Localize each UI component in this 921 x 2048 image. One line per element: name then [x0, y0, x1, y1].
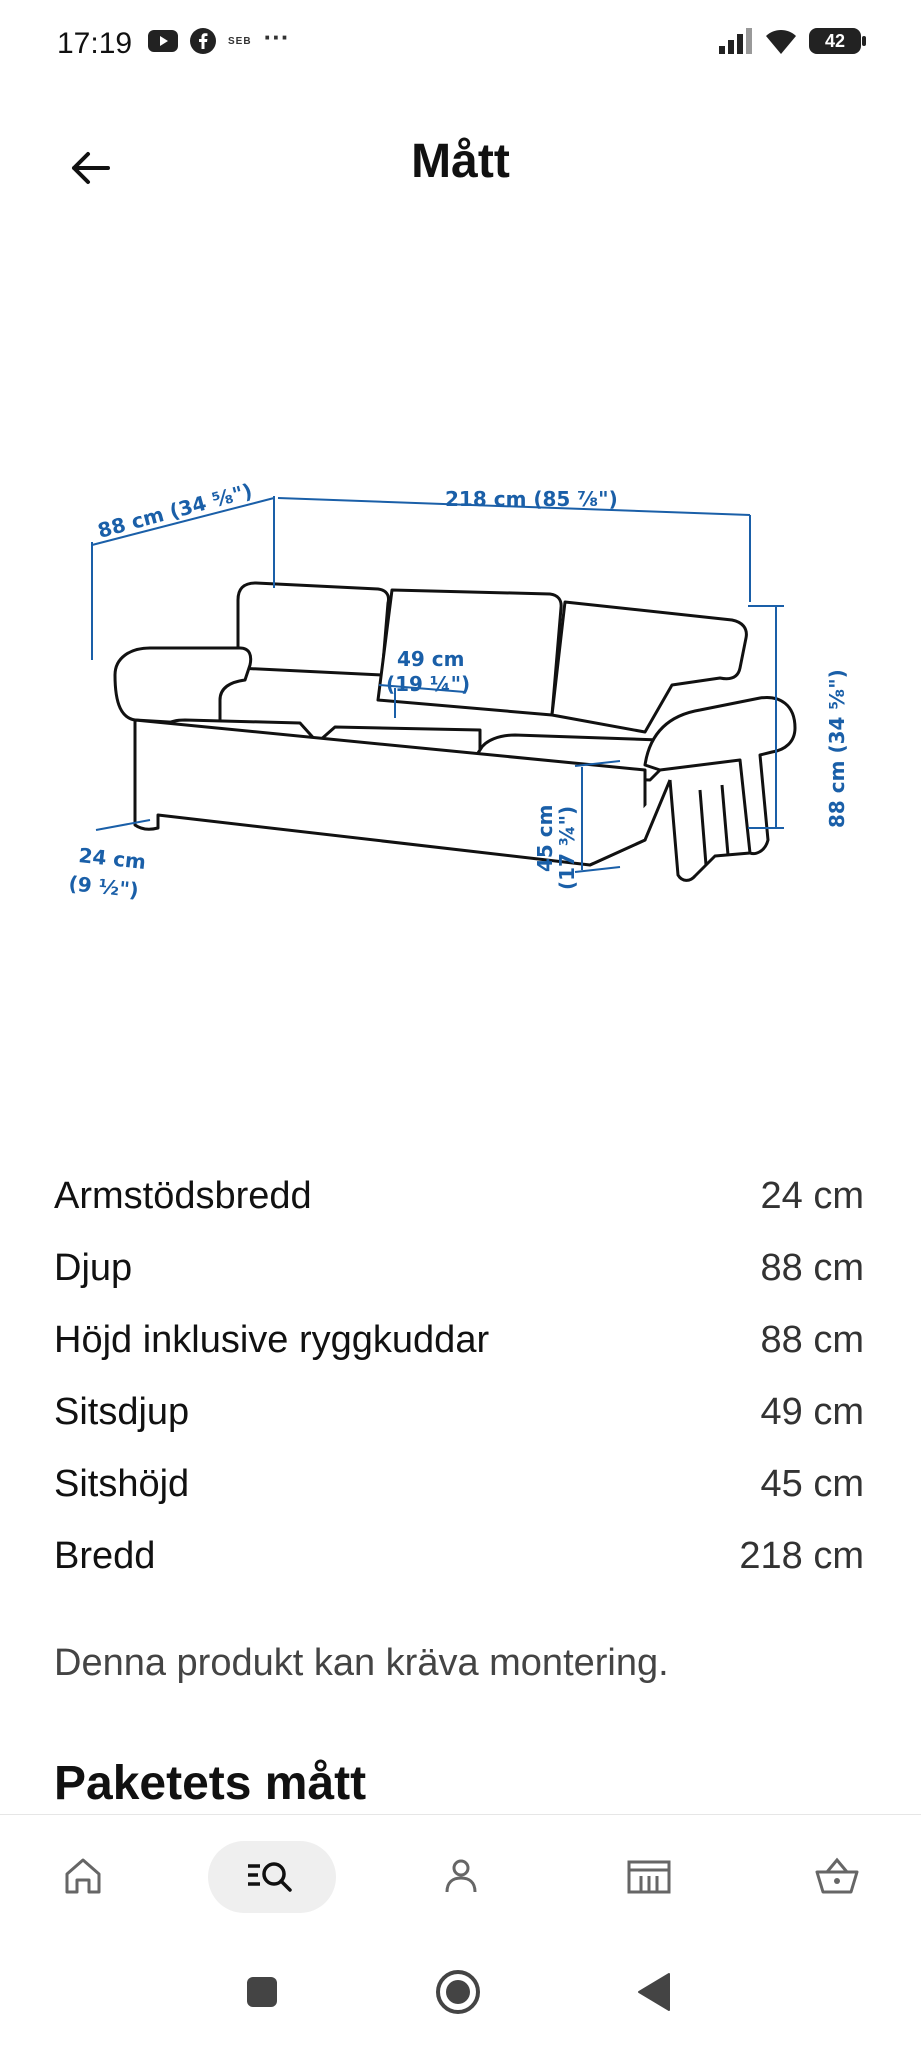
- dimension-row: [54, 1448, 864, 1520]
- dimension-label: Djup: [54, 1246, 133, 1289]
- dimensions-table: [54, 1160, 864, 1592]
- status-right-icons: [719, 28, 861, 54]
- nav-basket[interactable]: [802, 1841, 872, 1911]
- signal-icon: [719, 28, 753, 54]
- dimension-label: Sitsdjup: [54, 1390, 190, 1433]
- dimension-row: [54, 1376, 864, 1448]
- height-right-label: 88 cm (34 ⁵⁄₈"): [825, 669, 849, 828]
- status-left-icons: [148, 22, 290, 54]
- status-bar: [0, 0, 921, 90]
- nav-store[interactable]: [614, 1841, 684, 1911]
- seat-depth-in-label: (19 ¼"): [386, 672, 471, 696]
- seat-depth-cm-label: 49 cm: [397, 647, 465, 671]
- dimension-value: 88 cm: [760, 1318, 864, 1361]
- dimension-row: [54, 1232, 864, 1304]
- width-top-label: 218 cm (85 ⁷⁄₈"): [445, 487, 618, 511]
- depth-top-label: 88 cm (34 ⁵⁄₈"): [95, 478, 255, 543]
- dimension-row: [54, 1304, 864, 1376]
- page-title: Mått: [411, 135, 510, 188]
- store-icon: [625, 1854, 673, 1898]
- home-circle-icon: [434, 1968, 482, 2016]
- nav-profile[interactable]: [426, 1841, 496, 1911]
- seat-height-in-label: (17 ¾"): [555, 805, 579, 890]
- back-system-button[interactable]: [626, 1964, 682, 2020]
- system-nav: [0, 1934, 921, 2048]
- back-triangle-icon: [635, 1972, 673, 2012]
- dimension-label: Bredd: [54, 1534, 156, 1577]
- status-time: 17:19: [57, 27, 133, 60]
- recent-apps-button[interactable]: [234, 1964, 290, 2020]
- bottom-nav: [0, 1814, 921, 1935]
- more-dots-icon: ···: [263, 22, 290, 52]
- arm-width-cm-label: 24 cm: [77, 843, 148, 875]
- basket-icon: [813, 1854, 861, 1898]
- dimension-value: 49 cm: [760, 1390, 864, 1433]
- profile-icon: [439, 1854, 483, 1898]
- home-system-button[interactable]: [430, 1964, 486, 2020]
- arm-width-in-label: (9 ½"): [67, 871, 140, 903]
- dimension-row: [54, 1520, 864, 1592]
- nav-search[interactable]: [237, 1841, 307, 1911]
- seat-height-label: 45 cm: [533, 804, 557, 872]
- battery-icon: [809, 28, 861, 54]
- package-dimensions-title: Paketets mått: [54, 1757, 367, 1810]
- recent-apps-icon: [245, 1975, 279, 2009]
- dimension-value: 88 cm: [760, 1246, 864, 1289]
- battery-level: 42: [824, 30, 846, 51]
- dimension-label: Armstödsbredd: [54, 1174, 312, 1217]
- dimension-label: Sitshöjd: [54, 1462, 190, 1505]
- header: [0, 120, 921, 212]
- dimension-value: 45 cm: [760, 1462, 864, 1505]
- dimension-label: Höjd inklusive ryggkuddar: [54, 1318, 490, 1361]
- dimension-value: 24 cm: [760, 1174, 864, 1217]
- seb-icon: SEB: [228, 35, 252, 47]
- nav-home[interactable]: [48, 1841, 118, 1911]
- assembly-note: Denna produkt kan kräva montering.: [54, 1642, 669, 1684]
- dimension-value: 218 cm: [739, 1534, 864, 1577]
- facebook-icon: [190, 28, 216, 54]
- home-icon: [61, 1854, 105, 1898]
- dimension-row: [54, 1160, 864, 1232]
- wifi-icon: [765, 28, 797, 54]
- sofa-outline: [115, 583, 795, 880]
- sofa-dimension-diagram: [60, 470, 860, 930]
- search-icon: [246, 1854, 298, 1898]
- youtube-icon: [148, 30, 178, 52]
